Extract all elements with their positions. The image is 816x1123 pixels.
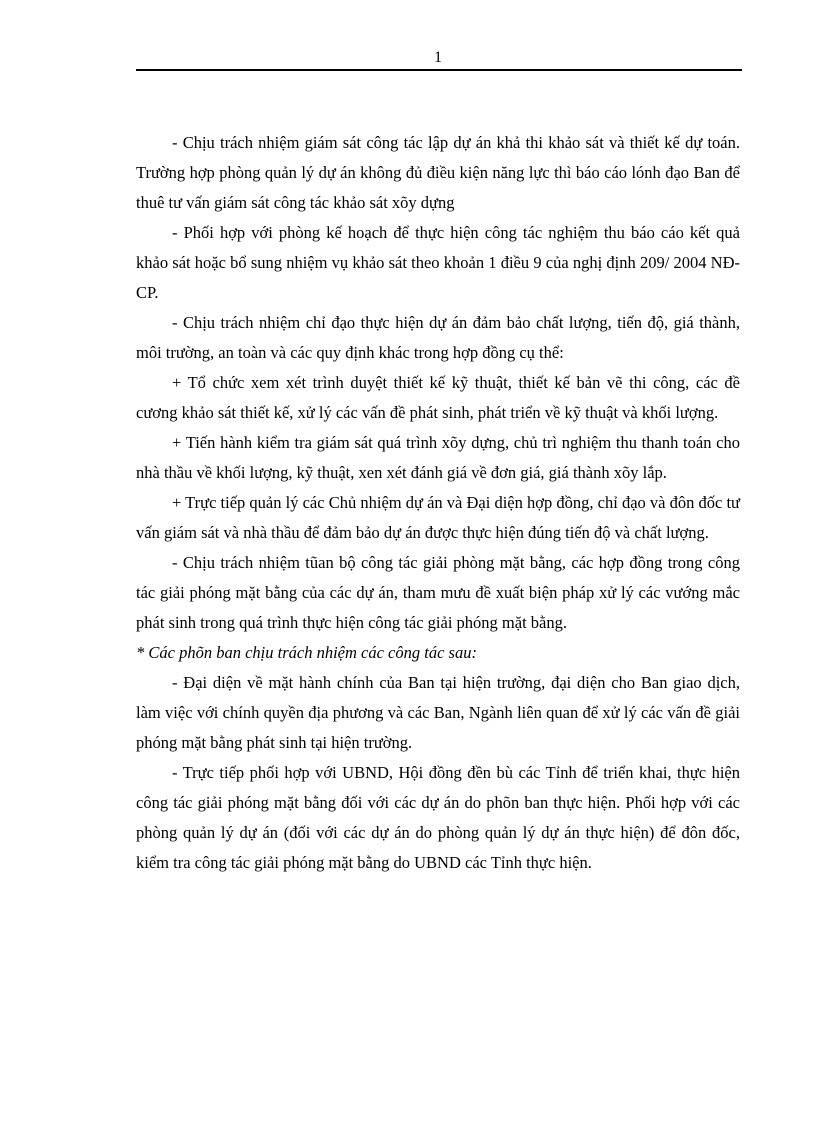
paragraph: + Tiến hành kiểm tra giám sát quá trình xõy dựng, chủ trì nghiệm thu thanh toán cho nhà thầu về khối lượng, kỹ thuật, xen xét đánh giá về đơn giá, giá thành xõy lắp. (136, 433, 740, 482)
page-number: 1 (434, 49, 442, 66)
header-rule (136, 69, 742, 71)
paragraph: - Chịu trách nhiệm chỉ đạo thực hiện dự án đảm bảo chất lượng, tiến độ, giá thành, môi trường, an toàn và các quy định khác trong hợp đồng cụ thể: (136, 313, 740, 362)
paragraph: + Tổ chức xem xét trình duyệt thiết kế kỹ thuật, thiết kế bản vẽ thi công, các đề cương khảo sát thiết kế, xử lý các vấn đề phát sinh, phát triển về kỹ thuật và khối lượng. (136, 373, 740, 422)
document-body (136, 128, 740, 878)
paragraph: + Trực tiếp quản lý các Chủ nhiệm dự án và Đại diện hợp đồng, chỉ đạo và đôn đốc tư vấn giám sát và nhà thầu để đảm bảo dự án được thực hiện đúng tiến độ và chất lượng. (136, 493, 740, 542)
paragraph: - Đại diện về mặt hành chính của Ban tại hiện trường, đại diện cho Ban giao dịch, làm việc với chính quyền địa phương và các Ban, Ngành liên quan để xử lý các vấn đề giải phóng mặt bằng phát sinh tại hiện trường. (136, 673, 740, 752)
paragraph: - Trực tiếp phối hợp với UBND, Hội đồng đền bù các Tỉnh để triển khai, thực hiện công tác giải phóng mặt bằng đối với các dự án do phõn ban thực hiện. Phối hợp với các phòng quản lý dự án (đối với các dự án do phòng quản lý dự án thực hiện) để đôn đốc, kiểm tra công tác giải phóng mặt bằng do UBND các Tỉnh thực hiện. (136, 763, 740, 872)
paragraph: - Phối hợp với phòng kế hoạch để thực hiện công tác nghiệm thu báo cáo kết quả khảo sát hoặc bổ sung nhiệm vụ khảo sát theo khoản 1 điều 9 của nghị định 209/ 2004 NĐ-CP. (136, 223, 740, 302)
section-heading: * Các phõn ban chịu trách nhiệm các công tác sau: (136, 643, 477, 662)
paragraph: - Chịu trách nhiệm tũan bộ công tác giải phòng mặt bằng, các hợp đồng trong công tác giải phóng mặt bằng của các dự án, tham mưu đề xuất biện pháp xử lý các vướng mắc phát sinh trong quá trình thực hiện công tác giải phóng mặt bằng. (136, 553, 740, 632)
paragraph: - Chịu trách nhiệm giám sát công tác lập dự án khả thi khảo sát và thiết kế dự toán. Trường hợp phòng quản lý dự án không đủ điều kiện năng lực thì báo cáo lónh đạo Ban để thuê tư vấn giám sát công tác khảo sát xõy dựng (136, 133, 740, 212)
